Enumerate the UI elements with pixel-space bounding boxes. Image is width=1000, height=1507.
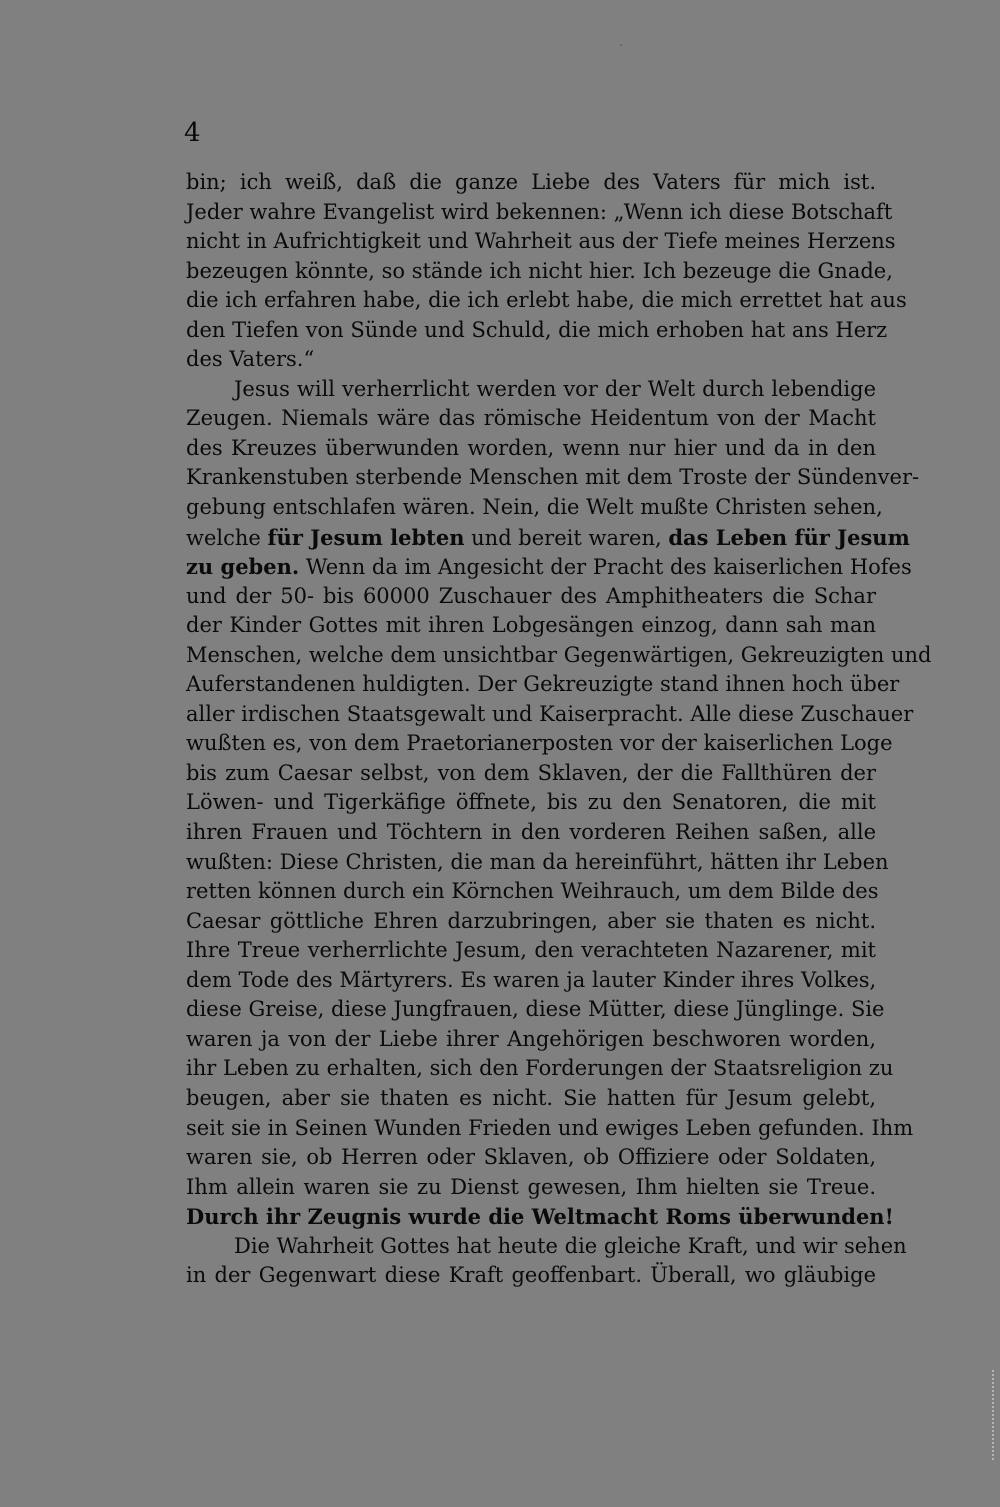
text-segment: Zeugen. Niemals wäre das römische Heidentum von der Macht <box>186 406 876 431</box>
text-line <box>186 1232 907 1262</box>
text-line <box>186 345 876 375</box>
text-segment: Caesar göttliche Ehren darzubringen, aber sie thaten es nicht. <box>186 908 876 933</box>
text-segment: waren sie, ob Herren oder Sklaven, ob Offiziere oder Soldaten, <box>186 1145 876 1170</box>
text-line <box>186 1054 894 1084</box>
text-segment: des Vaters.“ <box>186 347 315 372</box>
text-segment: Ihre Treue verherrlichte Jesum, den verachteten Nazarener, mit <box>186 938 876 963</box>
text-line <box>186 463 920 493</box>
text-segment: bin; ich weiß, daß die ganze Liebe des Vaters für mich ist. <box>186 170 876 194</box>
text-segment: Menschen, welche dem unsichtbar Gegenwärtigen, Gekreuzigten und <box>186 642 932 667</box>
text-segment: diese Greise, diese Jungfrauen, diese Mütter, diese Jünglinge. Sie <box>186 997 885 1022</box>
text-segment: der Kinder Gottes mit ihren Lobgesängen einzog, dann sah man <box>186 613 876 638</box>
scan-edge-marks <box>992 1370 998 1460</box>
text-line <box>186 848 889 878</box>
text-line <box>186 877 879 907</box>
text-line <box>186 611 876 641</box>
text-line <box>186 1114 914 1144</box>
text-segment: die ich erfahren habe, die ich erlebt habe, die mich errettet hat aus <box>186 288 907 313</box>
text-segment: Krankenstuben sterbende Menschen mit dem Troste der Sündenver- <box>186 465 920 490</box>
text-segment: Auferstandenen huldigten. Der Gekreuzigte stand ihnen hoch über <box>186 672 900 697</box>
text-line <box>186 1173 876 1203</box>
page-number: 4 <box>184 118 201 148</box>
text-line <box>186 286 907 316</box>
text-line <box>186 1084 876 1114</box>
text-line <box>186 404 876 434</box>
text-segment: Ihm allein waren sie zu Dienst gewesen, Ihm hielten sie Treue. <box>186 1174 876 1199</box>
text-segment: den Tiefen von Sünde und Schuld, die mich erhoben hat ans Herz <box>186 317 888 342</box>
text-segment: Löwen- und Tigerkäfige öffnete, bis zu den Senatoren, die mit <box>186 790 876 815</box>
text-segment: beugen, aber sie thaten es nicht. Sie hatten für Jesum gelebt, <box>186 1085 876 1110</box>
text-segment: nicht in Aufrichtigkeit und Wahrheit aus der Tiefe meines Herzens <box>186 229 896 254</box>
text-segment: retten können durch ein Körnchen Weihrauch, um dem Bilde des <box>186 879 879 904</box>
text-line <box>186 434 876 464</box>
text-segment: in der Gegenwart diese Kraft geoffenbart. Überall, wo gläubige <box>186 1263 876 1288</box>
text-line <box>186 818 876 848</box>
text-segment: ihren Frauen und Töchtern in den vorderen Reihen saßen, alle <box>186 820 876 845</box>
emphasized-text: Durch ihr Zeugnis wurde die Weltmacht Roms überwunden! <box>186 1204 894 1230</box>
text-line <box>186 641 932 671</box>
text-line <box>186 670 900 700</box>
body-text <box>186 168 932 1291</box>
text-line <box>186 198 893 228</box>
text-segment: Die Wahrheit Gottes hat heute die gleiche Kraft, und wir sehen <box>234 1233 907 1258</box>
text-line <box>186 907 876 937</box>
text-segment: und bereit waren, <box>464 525 669 550</box>
text-segment: Jeder wahre Evangelist wird bekennen: „Wenn ich diese Botschaft <box>186 199 893 224</box>
emphasized-text: zu geben. <box>186 554 300 580</box>
text-line <box>186 552 912 582</box>
text-line <box>186 257 893 287</box>
text-line <box>186 582 876 612</box>
text-line <box>186 375 876 405</box>
emphasized-text: für Jesum lebten <box>267 524 465 550</box>
text-line <box>186 966 876 996</box>
text-line <box>186 729 893 759</box>
text-line <box>186 1143 876 1173</box>
text-line <box>186 523 910 553</box>
paper-speck <box>620 44 622 46</box>
text-line <box>186 788 876 818</box>
text-line <box>186 168 876 198</box>
text-segment: ihr Leben zu erhalten, sich den Forderungen der Staatsreligion zu <box>186 1056 894 1081</box>
text-line <box>186 316 888 346</box>
text-segment: wußten es, von dem Praetorianerposten vor der kaiserlichen Loge <box>186 731 893 756</box>
text-line <box>186 700 914 730</box>
text-segment: seit sie in Seinen Wunden Frieden und ewiges Leben gefunden. Ihm <box>186 1115 914 1140</box>
text-line <box>186 493 883 523</box>
text-segment: waren ja von der Liebe ihrer Angehörigen beschworen worden, <box>186 1026 876 1051</box>
text-segment: gebung entschlafen wären. Nein, die Welt mußte Christen sehen, <box>186 495 883 520</box>
text-segment: Wenn da im Angesicht der Pracht des kaiserlichen Hofes <box>299 555 912 580</box>
text-line <box>186 227 896 257</box>
text-segment: bezeugen könnte, so stände ich nicht hier. Ich bezeuge die Gnade, <box>186 258 893 283</box>
text-segment: Jesus will verherrlicht werden vor der Welt durch lebendige <box>234 376 876 401</box>
text-line <box>186 936 876 966</box>
text-line <box>186 995 885 1025</box>
text-segment: dem Tode des Märtyrers. Es waren ja lauter Kinder ihres Volkes, <box>186 967 877 992</box>
text-segment: aller irdischen Staatsgewalt und Kaiserpracht. Alle diese Zuschauer <box>186 701 914 726</box>
text-line <box>186 759 876 789</box>
text-line <box>186 1025 876 1055</box>
text-segment: welche <box>186 525 268 550</box>
emphasized-text: das Leben für Jesum <box>668 524 910 550</box>
text-segment: und der 50- bis 60000 Zuschauer des Amphitheaters die Schar <box>186 583 876 608</box>
text-segment: bis zum Caesar selbst, von dem Sklaven, der die Fallthüren der <box>186 760 876 785</box>
text-line <box>186 1261 876 1291</box>
text-segment: des Kreuzes überwunden worden, wenn nur hier und da in den <box>186 435 876 460</box>
text-line <box>186 1202 894 1232</box>
text-segment: wußten: Diese Christen, die man da hereinführt, hätten ihr Leben <box>186 849 889 874</box>
